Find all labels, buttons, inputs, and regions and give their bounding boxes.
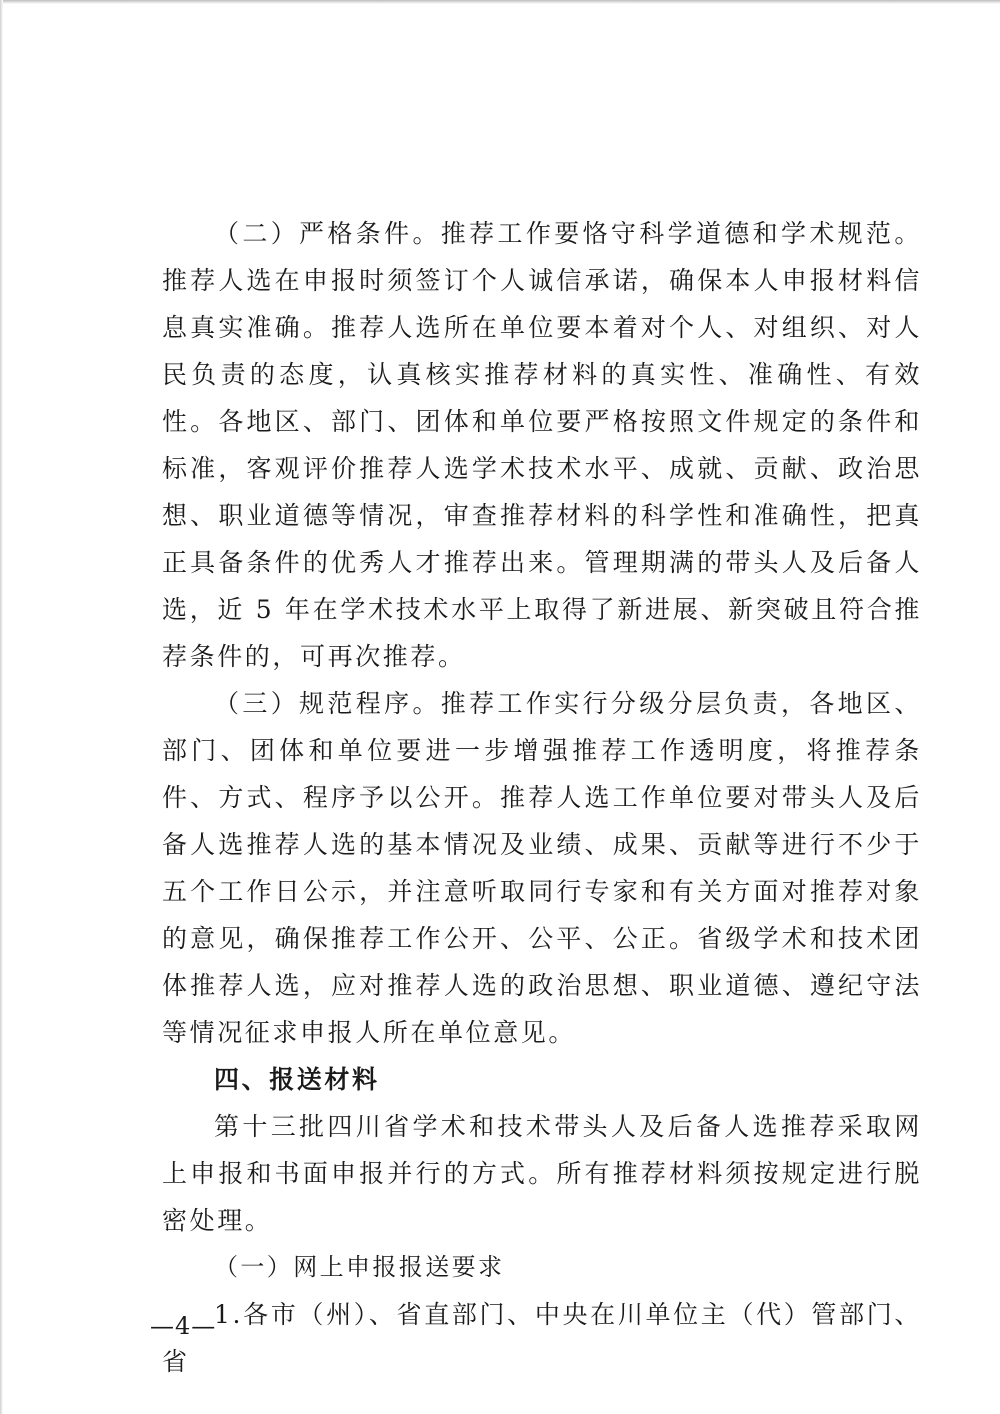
paragraph-strict-conditions: （二）严格条件。推荐工作要恪守科学道德和学术规范。推荐人选在申报时须签订个人诚信承诺，确保本人申报材料信息真实准确。推荐人选所在单位要本着对个人、对组织、对人民负责的态度，认真核实推荐材料的真实性、准确性、有效性。各地区、部门、团体和单位要严格按照文件规定的条件和标准，客观评价推荐人选学术技术水平、成就、贡献、政治思想、职业道德等情况，审查推荐材料的科学性和准确性，把真正具备条件的优秀人才推荐出来。管理期满的带头人及后备人选，近 5 年在学术技术水平上取得了新进展、新突破且符合推荐条件的，可再次推荐。 <box>162 219 922 671</box>
section-heading-submit-materials: 四、报送材料 <box>214 1065 380 1094</box>
page-number: —4— <box>150 1312 217 1340</box>
paragraph-item-1: 1.各市（州）、省直部门、中央在川单位主（代）管部门、省 <box>162 1300 922 1376</box>
document-body <box>162 210 922 1385</box>
scan-edge-top <box>0 0 1000 4</box>
subheading-online-submission: （一）网上申报报送要求 <box>214 1253 505 1281</box>
paragraph-standard-procedure: （三）规范程序。推荐工作实行分级分层负责，各地区、部门、团体和单位要进一步增强推荐工作透明度，将推荐条件、方式、程序予以公开。推荐人选工作单位要对带头人及后备人选推荐人选的基本情况及业绩、成果、贡献等进行不少于五个工作日公示，并注意听取同行专家和有关方面对推荐对象的意见，确保推荐工作公开、公平、公正。省级学术和技术团体推荐人选，应对推荐人选的政治思想、职业道德、遵纪守法等情况征求申报人所在单位意见。 <box>162 689 922 1047</box>
paragraph-submission-method: 第十三批四川省学术和技术带头人及后备人选推荐采取网上申报和书面申报并行的方式。所有推荐材料须按规定进行脱密处理。 <box>162 1112 922 1235</box>
scan-edge-left <box>0 0 3 1414</box>
